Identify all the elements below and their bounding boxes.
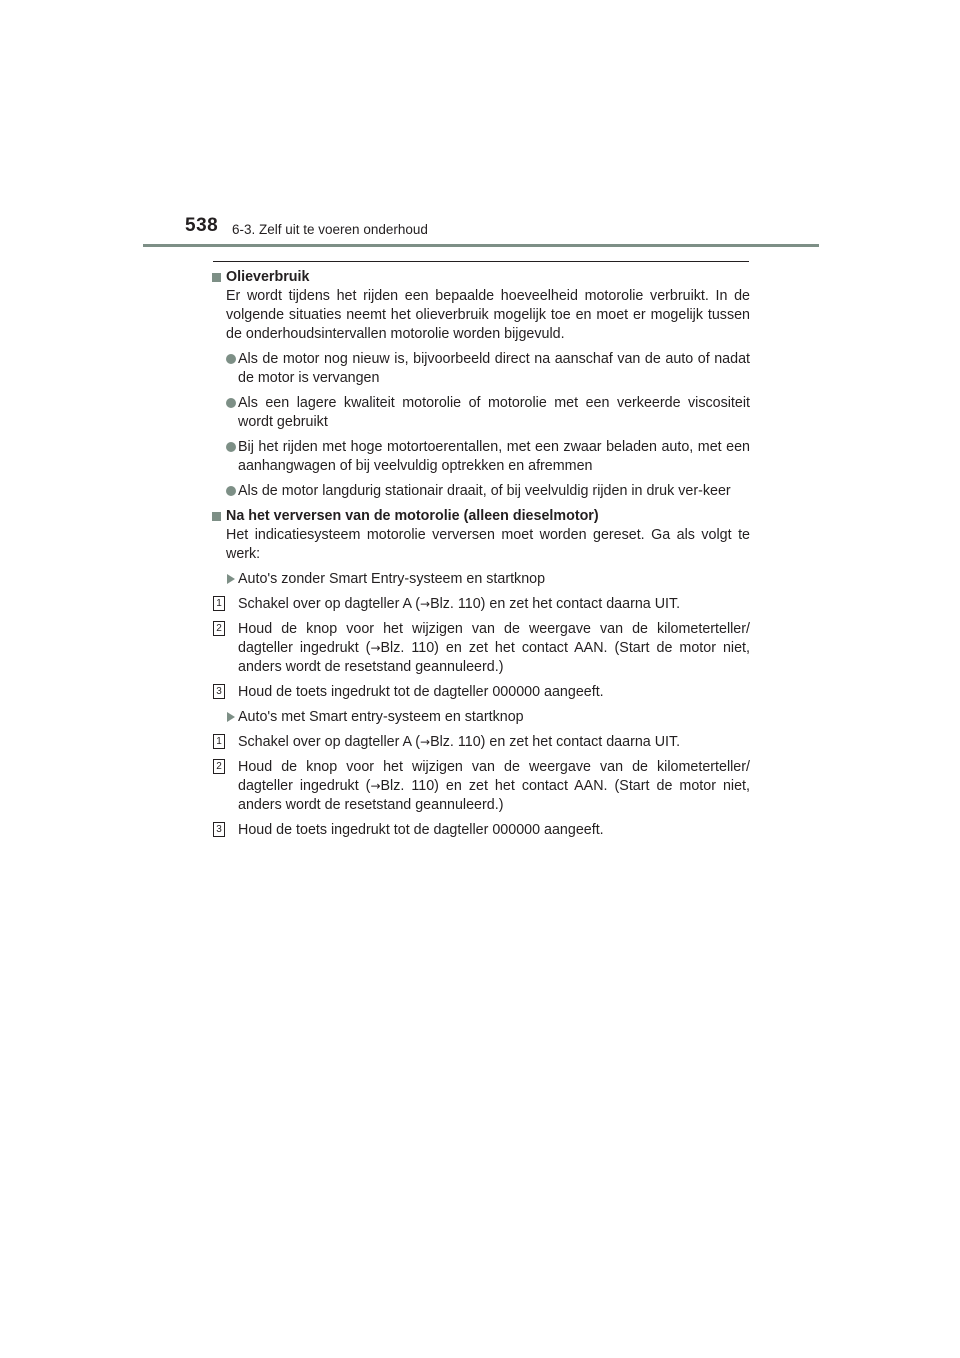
circle-bullet-icon [226, 398, 236, 408]
procedure-step: 1 Schakel over op dagteller A (→Blz. 110) en zet het contact daarna UIT. [226, 733, 750, 752]
section-heading: Na het verversen van de motorolie (alleen dieselmotor) [212, 507, 750, 526]
arrow-right-icon: → [420, 597, 431, 611]
list-item: Als de motor langdurig stationair draait, of bij veelvuldig rijden in druk ver-keer [226, 482, 750, 501]
procedure-step: 3 Houd de toets ingedrukt tot de dagteller 000000 aangeeft. [226, 821, 750, 840]
list-item: Bij het rijden met hoge motortoerentallen, met een zwaar beladen auto, met een aanhangwagen of bij veelvuldig optrekken en afremmen [226, 438, 750, 476]
triangle-marker-icon [227, 712, 235, 722]
header-divider [143, 244, 819, 247]
section-divider [213, 261, 749, 262]
procedure-heading: Auto's met Smart entry-systeem en startknop [226, 708, 750, 727]
list-item: Als een lagere kwaliteit motorolie of motorolie met een verkeerde viscositeit wordt gebruikt [226, 394, 750, 432]
circle-bullet-icon [226, 442, 236, 452]
list-item: Als de motor nog nieuw is, bijvoorbeeld direct na aanschaf van de auto of nadat de motor is vervangen [226, 350, 750, 388]
step-number-badge: 1 [213, 596, 225, 611]
procedure-step: 2 Houd de knop voor het wijzigen van de weergave van de kilometerteller/ dagteller ingedrukt (→Blz. 110) en zet het contact AAN. (Start de motor niet, anders wordt de resetstand geannuleerd.) [226, 758, 750, 815]
square-bullet-icon [212, 512, 221, 521]
circle-bullet-icon [226, 486, 236, 496]
procedure-step: 2 Houd de knop voor het wijzigen van de weergave van de kilometerteller/ dagteller ingedrukt (→Blz. 110) en zet het contact AAN. (Start de motor niet, anders wordt de resetstand geannuleerd.) [226, 620, 750, 677]
section-olie-verversen [212, 507, 750, 840]
page-content [212, 268, 750, 840]
arrow-right-icon: → [370, 779, 381, 793]
section-heading: Olieverbruik [212, 268, 750, 287]
arrow-right-icon: → [420, 735, 431, 749]
step-number-badge: 3 [213, 822, 225, 837]
step-number-badge: 2 [213, 759, 225, 774]
triangle-marker-icon [227, 574, 235, 584]
step-number-badge: 2 [213, 621, 225, 636]
procedure-step: 1 Schakel over op dagteller A (→Blz. 110) en zet het contact daarna UIT. [226, 595, 750, 614]
procedure-step: 3 Houd de toets ingedrukt tot de dagteller 000000 aangeeft. [226, 683, 750, 702]
step-number-badge: 3 [213, 684, 225, 699]
section-intro: Het indicatiesysteem motorolie verversen moet worden gereset. Ga als volgt te werk: [226, 527, 750, 562]
square-bullet-icon [212, 273, 221, 282]
step-number-badge: 1 [213, 734, 225, 749]
page-number: 538 [185, 215, 219, 236]
chapter-title: 6-3. Zelf uit te voeren onderhoud [232, 222, 428, 237]
section-intro: Er wordt tijdens het rijden een bepaalde hoeveelheid motorolie verbruikt. In de volgende situaties neemt het olieverbruik mogelijk toe en moet er mogelijk tussen de onderhoudsintervallen motorolie worden bijgevuld. [226, 288, 750, 342]
procedure-heading: Auto's zonder Smart Entry-systeem en startknop [226, 570, 750, 589]
section-olieverbruik [212, 268, 750, 501]
circle-bullet-icon [226, 354, 236, 364]
arrow-right-icon: → [370, 641, 381, 655]
